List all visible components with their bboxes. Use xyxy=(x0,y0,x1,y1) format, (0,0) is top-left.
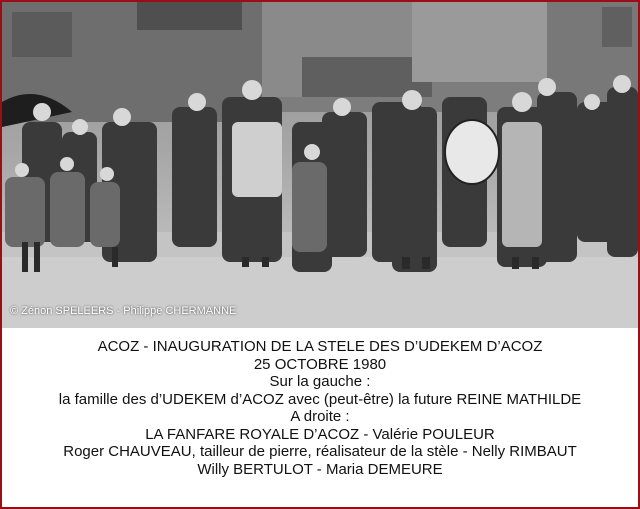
caption-right-heading: A droite : xyxy=(290,408,350,425)
caption-left-text: la famille des d’UDEKEM d’ACOZ avec (peut-être) la future REINE MATHILDE xyxy=(58,390,582,408)
caption-left-heading: Sur la gauche : xyxy=(269,373,371,390)
caption-right-line-1: LA FANFARE ROYALE D’ACOZ - Valérie POULEUR xyxy=(145,425,495,443)
historical-photo xyxy=(2,2,638,328)
caption-block xyxy=(2,338,638,478)
crowd-scene-drawing xyxy=(2,2,638,328)
caption-date: 25 OCTOBRE 1980 xyxy=(253,355,387,373)
caption-right-line-3: Willy BERTULOT - Maria DEMEURE xyxy=(197,460,443,478)
photo-credit: © Zénon SPELEERS - Philippe CHERMANNE xyxy=(10,305,237,317)
caption-right-line-2: Roger CHAUVEAU, tailleur de pierre, réalisateur de la stèle - Nelly RIMBAUT xyxy=(63,443,577,460)
caption-title: ACOZ - INAUGURATION DE LA STELE DES D’UDEKEM D’ACOZ xyxy=(97,338,543,355)
